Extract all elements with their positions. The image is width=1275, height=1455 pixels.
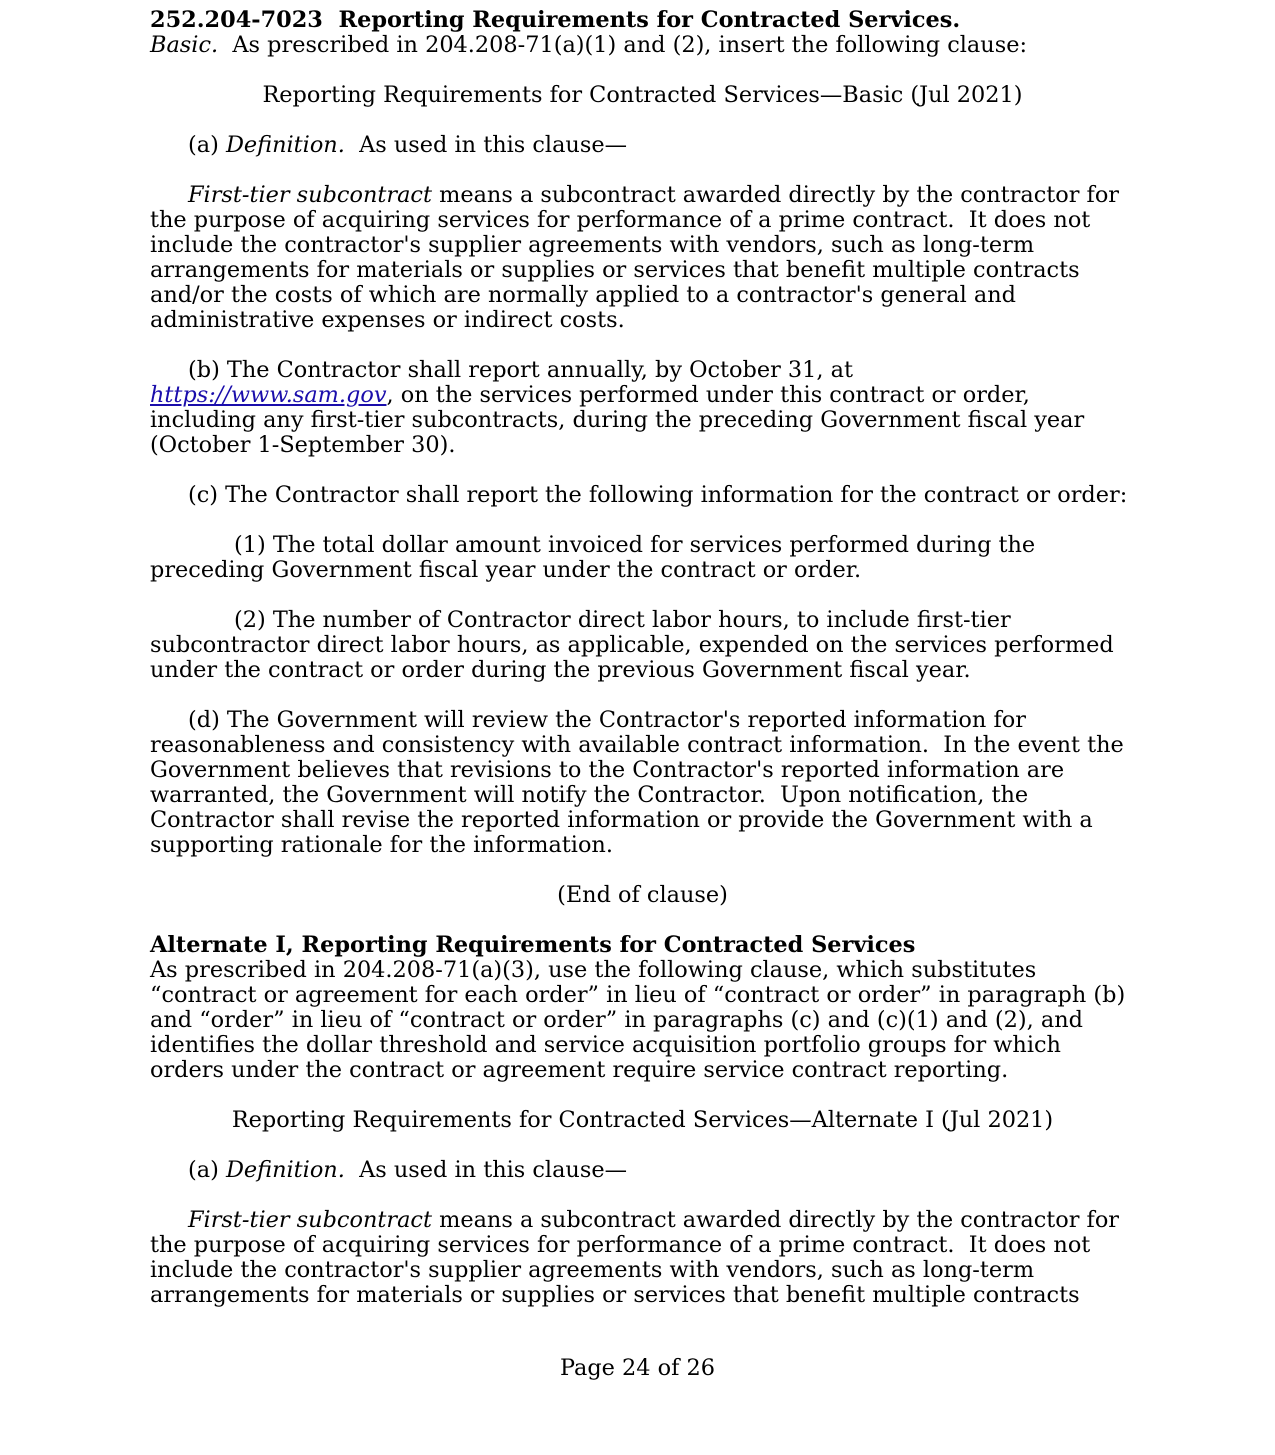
page-number: Page 24 of 26 [559,1355,716,1381]
clause-title-basic: Reporting Requirements for Contracted Services—Basic (Jul 2021) [262,82,1023,108]
alternate-heading: Alternate I, Reporting Requirements for Contracted Services [150,932,916,958]
alt-definition-first-tier [150,1208,1135,1308]
paragraph-c1: (1) The total dollar amount invoiced for services performed during the preceding Government fiscal year under the contract or order. [150,532,1036,583]
alt-definition-term: First-tier subcontract [188,1207,432,1233]
paragraph-b-text-after: , on the services performed under this contract or order, including any first-tier subcontracts, during the preceding Government fiscal year (October 1-September 30). [150,382,1085,458]
basic-label: Basic. [150,32,219,58]
clause-title-alternate: Reporting Requirements for Contracted Services—Alternate I (Jul 2021) [231,1107,1054,1133]
definition-term: First-tier subcontract [188,182,432,208]
paragraph-c: (c) The Contractor shall report the following information for the contract or order: [188,482,1128,508]
section-title: Reporting Requirements for Contracted Services. [338,7,961,33]
paragraph-d: (d) The Government will review the Contractor's reported information for reasonableness and consistency with available contract information. In the event the Government believes that revisions to the Contractor's reported information are warranted, the Government will notify the Contractor. Upon notification, the Contractor shall revise the reported information or provide the Government with a supporting rationale for the information. [150,707,1124,858]
alt-paragraph-a-text: As used in this clause— [359,1157,627,1183]
section-number: 252.204-7023 [150,7,323,33]
end-of-clause: (End of clause) [557,882,728,908]
basic-instruction [150,33,1135,58]
paragraph-a-prefix: (a) [188,132,219,158]
paragraph-b [150,358,1135,458]
alternate-intro: As prescribed in 204.208-71(a)(3), use the following clause, which substitutes “contract or agreement for each order” in lieu of “contract or order” in paragraph (b) and “order” in lieu of “contract or order” in paragraphs (c) and (c)(1) and (2), and identifies the dollar threshold and service acquisition portfolio groups for which orders under the contract or agreement require service contract reporting. [150,957,1126,1083]
alt-definition-text: means a subcontract awarded directly by the contractor for the purpose of acquiring services for performance of a prime contract. It does not include the contractor's supplier agreements with vendors, such as long-term arrangements for materials or supplies or services that benefit multiple contracts [150,1207,1120,1308]
paragraph-a-text: As used in this clause— [359,132,627,158]
alt-paragraph-a [150,1158,1135,1183]
document-page [150,8,1135,1308]
definition-text: means a subcontract awarded directly by the contractor for the purpose of acquiring services for performance of a prime contract. It does not include the contractor's supplier agreements with vendors, such as long-term arrangements for materials or supplies or services that benefit multiple contracts and/or the costs of which are normally applied to a contractor's general and administrative expenses or indirect costs. [150,182,1120,333]
alt-definition-label: Definition. [225,1157,345,1183]
definition-label: Definition. [225,132,345,158]
alt-paragraph-a-prefix: (a) [188,1157,219,1183]
paragraph-c2: (2) The number of Contractor direct labor hours, to include first-tier subcontractor direct labor hours, as applicable, expended on the services performed under the contract or order during the previous Government fiscal year. [150,607,1114,683]
section-heading [150,8,1135,33]
paragraph-b-text-before: (b) The Contractor shall report annually, by October 31, at [188,357,853,383]
definition-first-tier [150,183,1135,333]
basic-text: As prescribed in 204.208-71(a)(1) and (2), insert the following clause: [232,32,1027,58]
paragraph-a [150,133,1135,158]
sam-gov-link[interactable]: https://www.sam.gov [150,382,387,408]
